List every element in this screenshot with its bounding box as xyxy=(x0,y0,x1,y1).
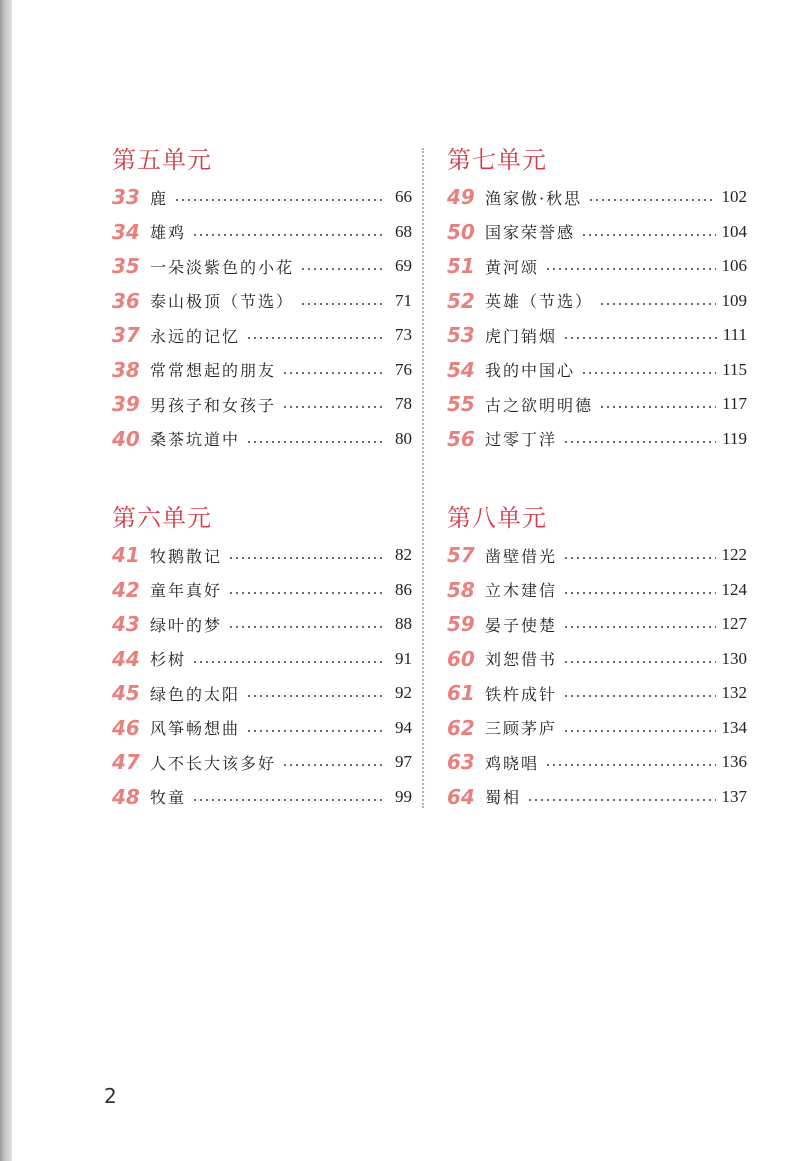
lesson-title: 童年真好 xyxy=(150,581,223,601)
lesson-page: 97 xyxy=(395,752,412,772)
lesson-page: 66 xyxy=(395,187,412,207)
lesson-entry[interactable] xyxy=(112,780,412,815)
lesson-number: 40 xyxy=(112,426,140,451)
lesson-entry[interactable] xyxy=(447,538,747,573)
lesson-entry[interactable] xyxy=(447,573,747,608)
dot-leader xyxy=(527,799,715,801)
lesson-entry[interactable] xyxy=(447,215,747,250)
lesson-page: 111 xyxy=(722,325,747,345)
dot-leader xyxy=(563,626,715,628)
lesson-page: 117 xyxy=(722,394,747,414)
lesson-entry[interactable] xyxy=(447,642,747,677)
lesson-number: 42 xyxy=(112,577,140,602)
lesson-page: 102 xyxy=(721,187,747,207)
dot-leader xyxy=(300,303,382,305)
unit-title: 第五单元 xyxy=(112,146,212,174)
lesson-page: 71 xyxy=(395,290,412,310)
dot-leader xyxy=(599,303,715,305)
lesson-entry[interactable] xyxy=(112,676,412,711)
lesson-number: 56 xyxy=(447,426,475,451)
lesson-entry[interactable] xyxy=(112,538,412,573)
dot-leader xyxy=(563,557,715,559)
lesson-page: 127 xyxy=(721,614,747,634)
dot-leader xyxy=(228,557,382,559)
dot-leader xyxy=(174,199,382,201)
lesson-number: 47 xyxy=(112,750,140,775)
lesson-title: 我的中国心 xyxy=(485,361,576,381)
lesson-entry[interactable] xyxy=(112,284,412,319)
lesson-page: 82 xyxy=(395,545,412,565)
lesson-page: 132 xyxy=(721,683,747,703)
lesson-number: 63 xyxy=(447,750,475,775)
lesson-title: 人不长大该多好 xyxy=(150,753,277,773)
lesson-number: 48 xyxy=(112,784,140,809)
lesson-title: 风筝畅想曲 xyxy=(150,719,241,739)
lesson-number: 54 xyxy=(447,357,475,382)
dot-leader xyxy=(563,441,716,443)
lesson-entry[interactable] xyxy=(112,422,412,457)
dot-leader xyxy=(581,234,715,236)
lesson-number: 59 xyxy=(447,612,475,637)
lesson-title: 绿叶的梦 xyxy=(150,615,223,635)
lesson-title: 渔家傲·秋思 xyxy=(485,188,583,208)
dot-leader xyxy=(228,626,382,628)
lesson-title: 永远的记忆 xyxy=(150,326,241,346)
dot-leader xyxy=(282,764,382,766)
lesson-page: 92 xyxy=(395,683,412,703)
lesson-page: 78 xyxy=(395,394,412,414)
lesson-page: 80 xyxy=(395,428,412,448)
lesson-title: 鸡晓唱 xyxy=(485,753,540,773)
lesson-page: 86 xyxy=(395,579,412,599)
dot-leader xyxy=(246,695,382,697)
lesson-title: 牧童 xyxy=(150,788,187,808)
lesson-page: 94 xyxy=(395,717,412,737)
lesson-title: 古之欲明明德 xyxy=(485,395,594,415)
lesson-title: 刘恕借书 xyxy=(485,650,558,670)
lesson-title: 黄河颂 xyxy=(485,257,540,277)
lesson-title: 鹿 xyxy=(150,188,169,208)
lesson-number: 41 xyxy=(112,543,140,568)
lesson-number: 64 xyxy=(447,784,475,809)
dot-leader xyxy=(192,661,382,663)
lesson-number: 34 xyxy=(112,219,140,244)
lesson-title: 蜀相 xyxy=(485,788,522,808)
lesson-page: 99 xyxy=(395,786,412,806)
lesson-title: 一朵淡紫色的小花 xyxy=(150,257,295,277)
lesson-number: 39 xyxy=(112,392,140,417)
lesson-page: 134 xyxy=(721,717,747,737)
dot-leader xyxy=(246,337,382,339)
dot-leader xyxy=(563,695,715,697)
dot-leader xyxy=(545,268,715,270)
lesson-entry[interactable] xyxy=(447,353,747,388)
lesson-entry[interactable] xyxy=(447,676,747,711)
lesson-page: 136 xyxy=(721,752,747,772)
lesson-title: 铁杵成针 xyxy=(485,684,558,704)
book-spine-shadow xyxy=(0,0,12,1161)
lesson-title: 凿壁借光 xyxy=(485,546,558,566)
lesson-page: 73 xyxy=(395,325,412,345)
lesson-entry[interactable] xyxy=(447,711,747,746)
lesson-page: 104 xyxy=(721,221,747,241)
unit-section xyxy=(447,500,747,814)
lesson-page: 68 xyxy=(395,221,412,241)
lesson-entry[interactable] xyxy=(112,387,412,422)
column-divider xyxy=(422,148,424,808)
lesson-number: 37 xyxy=(112,323,140,348)
lesson-title: 立木建信 xyxy=(485,581,558,601)
dot-leader xyxy=(563,592,715,594)
lesson-number: 35 xyxy=(112,254,140,279)
lesson-page: 122 xyxy=(721,545,747,565)
dot-leader xyxy=(545,764,715,766)
lesson-entry[interactable] xyxy=(447,318,747,353)
unit-title: 第八单元 xyxy=(447,504,547,532)
lesson-number: 38 xyxy=(112,357,140,382)
lesson-number: 50 xyxy=(447,219,475,244)
lesson-page: 76 xyxy=(395,359,412,379)
lesson-entry[interactable] xyxy=(112,318,412,353)
lesson-page: 130 xyxy=(721,648,747,668)
lesson-title: 杉树 xyxy=(150,650,187,670)
lesson-page: 115 xyxy=(722,359,747,379)
lesson-title: 英雄（节选） xyxy=(485,292,594,312)
lesson-title: 雄鸡 xyxy=(150,223,187,243)
lesson-title: 桑茶坑道中 xyxy=(150,430,241,450)
lesson-title: 晏子使楚 xyxy=(485,615,558,635)
dot-leader xyxy=(300,268,382,270)
lesson-number: 44 xyxy=(112,646,140,671)
lesson-entry[interactable] xyxy=(447,745,747,780)
lesson-entry[interactable] xyxy=(447,387,747,422)
dot-leader xyxy=(192,234,382,236)
dot-leader xyxy=(282,372,382,374)
lesson-page: 137 xyxy=(721,786,747,806)
lesson-number: 45 xyxy=(112,681,140,706)
lesson-entry[interactable] xyxy=(112,607,412,642)
unit-section xyxy=(112,500,412,814)
lesson-title: 国家荣誉感 xyxy=(485,223,576,243)
lesson-number: 51 xyxy=(447,254,475,279)
lesson-number: 53 xyxy=(447,323,475,348)
lesson-entry[interactable] xyxy=(112,642,412,677)
lesson-title: 虎门销烟 xyxy=(485,326,558,346)
lesson-entry[interactable] xyxy=(447,422,747,457)
lesson-number: 36 xyxy=(112,288,140,313)
dot-leader xyxy=(563,661,715,663)
unit-section xyxy=(447,142,747,456)
lesson-page: 119 xyxy=(722,428,747,448)
lesson-number: 33 xyxy=(112,185,140,210)
lesson-number: 55 xyxy=(447,392,475,417)
lesson-entry[interactable] xyxy=(112,215,412,250)
lesson-page: 88 xyxy=(395,614,412,634)
lesson-title: 男孩子和女孩子 xyxy=(150,395,277,415)
lesson-number: 52 xyxy=(447,288,475,313)
dot-leader xyxy=(581,372,716,374)
dot-leader xyxy=(246,441,382,443)
unit-section xyxy=(112,142,412,456)
lesson-entry[interactable] xyxy=(447,780,747,815)
lesson-entry[interactable] xyxy=(112,249,412,284)
lesson-number: 57 xyxy=(447,543,475,568)
lesson-page: 69 xyxy=(395,256,412,276)
lesson-entry[interactable] xyxy=(112,573,412,608)
lesson-number: 58 xyxy=(447,577,475,602)
lesson-number: 60 xyxy=(447,646,475,671)
dot-leader xyxy=(282,406,382,408)
lesson-number: 49 xyxy=(447,185,475,210)
lesson-title: 过零丁洋 xyxy=(485,430,558,450)
lesson-title: 三顾茅庐 xyxy=(485,719,558,739)
lesson-entry[interactable] xyxy=(112,353,412,388)
unit-title: 第七单元 xyxy=(447,146,547,174)
dot-leader xyxy=(192,799,382,801)
lesson-entry[interactable] xyxy=(447,249,747,284)
dot-leader xyxy=(246,730,382,732)
lesson-number: 46 xyxy=(112,715,140,740)
lesson-title: 绿色的太阳 xyxy=(150,684,241,704)
lesson-entry[interactable] xyxy=(112,745,412,780)
toc-column-left xyxy=(112,142,412,858)
dot-leader xyxy=(228,592,382,594)
lesson-number: 43 xyxy=(112,612,140,637)
lesson-entry[interactable] xyxy=(447,284,747,319)
lesson-number: 61 xyxy=(447,681,475,706)
dot-leader xyxy=(563,730,715,732)
lesson-entry[interactable] xyxy=(112,711,412,746)
lesson-title: 常常想起的朋友 xyxy=(150,361,277,381)
dot-leader xyxy=(588,199,715,201)
toc-column-right xyxy=(447,142,747,858)
lesson-page: 106 xyxy=(721,256,747,276)
lesson-title: 牧鹅散记 xyxy=(150,546,223,566)
lesson-page: 124 xyxy=(721,579,747,599)
lesson-title: 泰山极顶（节选） xyxy=(150,292,295,312)
lesson-page: 91 xyxy=(395,648,412,668)
lesson-number: 62 xyxy=(447,715,475,740)
lesson-entry[interactable] xyxy=(447,180,747,215)
dot-leader xyxy=(563,337,717,339)
lesson-entry[interactable] xyxy=(447,607,747,642)
page-number: 2 xyxy=(104,1084,117,1108)
unit-title: 第六单元 xyxy=(112,504,212,532)
lesson-entry[interactable] xyxy=(112,180,412,215)
dot-leader xyxy=(599,406,716,408)
lesson-page: 109 xyxy=(721,290,747,310)
